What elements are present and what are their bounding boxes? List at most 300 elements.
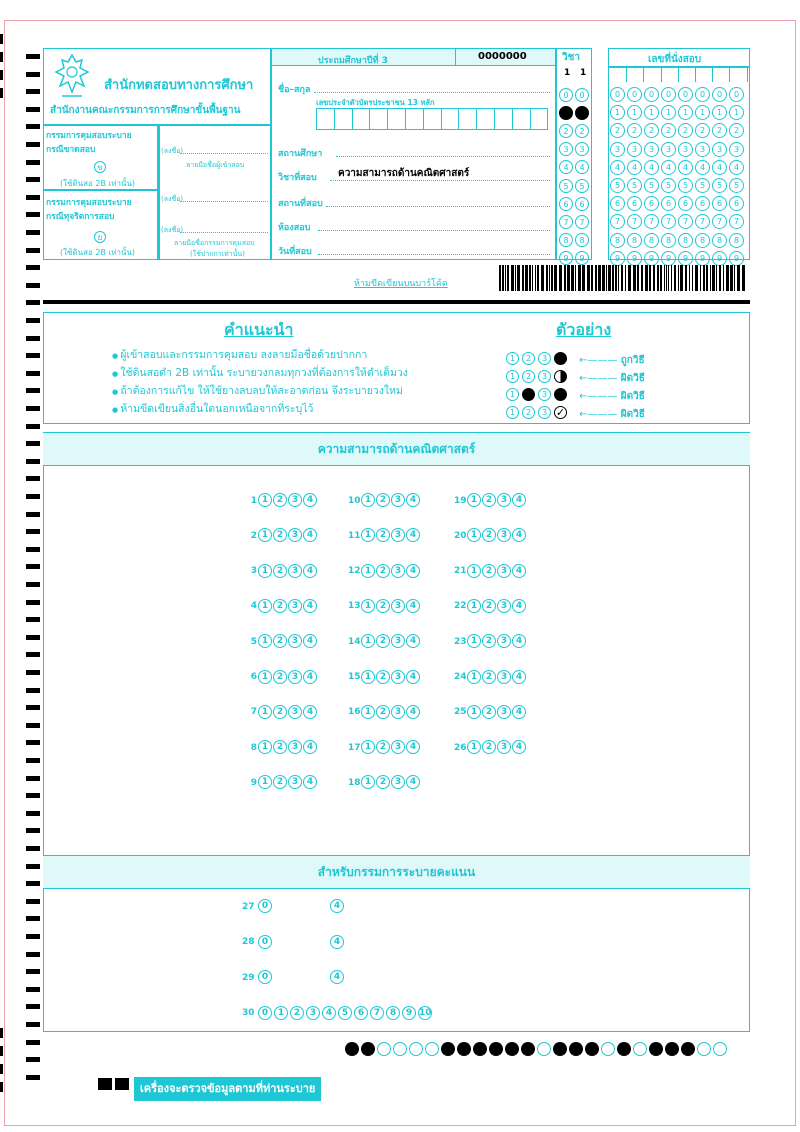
answer-bubble[interactable]: 3 [497,634,511,648]
answer-bubble[interactable]: 2 [559,124,573,138]
question-number: 17 [348,742,361,753]
answer-bubble[interactable]: 3 [497,564,511,578]
answer-bubble[interactable]: 0 [258,899,272,913]
id-digit-box[interactable] [495,109,513,129]
answer-bubble[interactable]: 2 [376,528,390,542]
answer-bubble[interactable]: 7 [678,214,693,229]
answer-bubble[interactable]: 3 [627,142,642,157]
timing-mark [26,459,40,464]
example-bubble: 3 [538,388,551,401]
answer-bubble[interactable]: 3 [288,528,302,542]
answer-bubble[interactable]: 3 [497,740,511,754]
answer-bubble[interactable]: 3 [391,634,405,648]
answer-bubble[interactable]: 6 [678,196,693,211]
answer-bubble[interactable]: 3 [497,493,511,507]
answer-bubble[interactable]: 9 [610,251,625,266]
instruction-text: ถ้าต้องการแก้ไข ให้ใช้ยางลบลบให้สะอาดก่อน จึงระบายวงใหม่ [120,385,403,397]
answer-bubble[interactable]: 3 [288,564,302,578]
answer-bubble[interactable]: 3 [559,142,573,156]
answer-bubble[interactable]: 4 [406,670,420,684]
seat-write-cell[interactable] [627,67,644,82]
answer-bubble[interactable]: 1 [258,493,272,507]
answer-bubble[interactable]: 2 [482,740,496,754]
answer-bubble[interactable]: 2 [273,740,287,754]
answer-bubble[interactable]: 1 [258,528,272,542]
answer-bubble[interactable]: 0 [575,88,589,102]
answer-bubble[interactable]: 4 [512,670,526,684]
answer-bubble[interactable]: 2 [482,493,496,507]
answer-bubble[interactable]: 4 [512,705,526,719]
timing-mark [26,107,40,112]
answer-bubble[interactable]: 0 [661,87,676,102]
seat-write-cell[interactable] [730,67,747,82]
answer-bubble[interactable]: 1 [695,105,710,120]
barcode-bar [625,265,626,291]
answer-bubble[interactable]: 0 [627,87,642,102]
answer-bubble[interactable]: 1 [467,634,481,648]
timing-mark [26,424,40,429]
answer-bubble[interactable]: 4 [512,493,526,507]
answer-bubble[interactable]: 2 [273,599,287,613]
answer-bubble[interactable]: 3 [391,564,405,578]
answer-bubble[interactable]: 5 [575,179,589,193]
answer-bubble[interactable]: 1 [361,528,375,542]
answer-bubble[interactable]: 4 [303,775,317,789]
answer-bubble[interactable]: 3 [497,670,511,684]
id-digit-box[interactable] [388,109,406,129]
id-digit-box[interactable] [335,109,353,129]
id-digit-box[interactable] [459,109,477,129]
timing-dot [665,1042,679,1056]
answer-bubble[interactable]: 3 [391,493,405,507]
seat-write-cell[interactable] [679,67,696,82]
answer-bubble[interactable]: 1 [559,106,573,120]
answer-bubble[interactable]: 3 [288,493,302,507]
answer-bubble[interactable]: 9 [402,1006,416,1020]
answer-bubble[interactable]: 1 [467,564,481,578]
answer-bubble[interactable]: 2 [273,705,287,719]
timing-mark [26,177,40,182]
answer-bubble[interactable]: 1 [729,105,744,120]
answer-bubble[interactable]: 2 [376,705,390,719]
answer-bubble[interactable]: 8 [661,233,676,248]
answer-bubble[interactable]: 3 [497,599,511,613]
answer-bubble[interactable]: 5 [729,178,744,193]
barcode-bar [546,265,548,291]
emblem-icon [52,52,92,100]
id-digit-box[interactable] [477,109,495,129]
timing-mark [26,705,40,710]
answer-bubble[interactable]: 1 [361,493,375,507]
id-digit-box[interactable] [406,109,424,129]
answer-bubble[interactable]: 4 [575,160,589,174]
answer-bubble[interactable]: 8 [627,233,642,248]
answer-bubble[interactable]: 5 [712,178,727,193]
answer-bubble[interactable]: 2 [482,599,496,613]
answer-bubble[interactable]: 4 [661,160,676,175]
timing-mark [26,811,40,816]
answer-bubble[interactable]: 1 [258,599,272,613]
timing-mark [26,652,40,657]
answer-bubble[interactable]: 4 [512,634,526,648]
answer-bubble[interactable]: 5 [678,178,693,193]
answer-bubble[interactable]: 4 [729,160,744,175]
id-digit-box[interactable] [442,109,460,129]
answer-bubble[interactable]: 0 [729,87,744,102]
answer-bubble[interactable]: 1 [575,106,589,120]
answer-bubble[interactable]: 9 [644,251,659,266]
answer-bubble[interactable]: 3 [391,705,405,719]
timing-dot [489,1042,503,1056]
answer-bubble[interactable]: 7 [695,214,710,229]
answer-bubble[interactable]: 1 [627,105,642,120]
answer-bubble[interactable]: 9 [678,251,693,266]
answer-bubble[interactable]: 1 [361,705,375,719]
answer-bubble[interactable]: 7 [370,1006,384,1020]
answer-bubble[interactable]: 4 [303,599,317,613]
answer-bubble[interactable]: 2 [678,123,693,138]
id-digit-box[interactable] [370,109,388,129]
answer-bubble[interactable]: 9 [712,251,727,266]
answer-bubble[interactable]: 2 [482,670,496,684]
answer-bubble[interactable]: 1 [467,528,481,542]
answer-bubble[interactable]: 5 [559,179,573,193]
answer-bubble[interactable]: 1 [361,599,375,613]
example-row [506,348,645,368]
answer-bubble[interactable]: 2 [482,634,496,648]
answer-bubble[interactable]: 3 [288,775,302,789]
answer-bubble[interactable]: 4 [627,160,642,175]
answer-bubble[interactable]: 0 [559,88,573,102]
question-row [245,634,318,648]
answer-bubble[interactable]: 1 [258,670,272,684]
id-boxes[interactable] [316,108,548,130]
barcode-bar [742,265,745,291]
answer-bubble[interactable]: 1 [644,105,659,120]
timing-dot [553,1042,567,1056]
answer-bubble[interactable]: 3 [644,142,659,157]
answer-bubble[interactable]: 6 [575,197,589,211]
answer-bubble[interactable]: 9 [729,251,744,266]
answer-bubble[interactable]: 1 [361,670,375,684]
answer-bubble[interactable]: 2 [376,740,390,754]
answer-bubble[interactable]: 3 [288,670,302,684]
answer-bubble[interactable]: 8 [712,233,727,248]
seat-number-row [610,120,746,139]
answer-bubble[interactable]: 4 [559,160,573,174]
answer-bubble[interactable]: 8 [644,233,659,248]
answer-bubble[interactable]: 1 [361,564,375,578]
id-digit-box[interactable] [513,109,531,129]
answer-bubble[interactable]: 7 [627,214,642,229]
answer-bubble[interactable]: 0 [695,87,710,102]
timing-dot [601,1042,615,1056]
answer-bubble[interactable]: 2 [695,123,710,138]
barcode-bar [716,265,717,291]
answer-bubble[interactable]: 7 [729,214,744,229]
answer-bubble[interactable]: 7 [575,215,589,229]
answer-bubble[interactable]: 4 [678,160,693,175]
subject-code-row [559,193,591,212]
answer-bubble[interactable]: 5 [644,178,659,193]
answer-bubble[interactable]: 1 [678,105,693,120]
answer-bubble[interactable]: 2 [575,124,589,138]
barcode-bar [666,265,667,291]
barcode-bar [723,265,724,291]
timing-dot [569,1042,583,1056]
instruction-text: ผู้เข้าสอบและกรรมการคุมสอบ ลงลายมือชื่อด้วยปากกา [120,349,368,361]
answer-bubble[interactable]: 9 [661,251,676,266]
answer-bubble[interactable]: 3 [712,142,727,157]
answer-bubble[interactable]: 2 [644,123,659,138]
answer-bubble[interactable]: 6 [627,196,642,211]
timing-mark [26,336,40,341]
id-digit-box[interactable] [353,109,371,129]
seat-write-cell[interactable] [644,67,661,82]
answer-bubble[interactable]: 4 [303,670,317,684]
timing-mark [26,318,40,323]
answer-bubble[interactable]: 2 [376,493,390,507]
answer-bubble[interactable]: 6 [729,196,744,211]
answer-bubble[interactable]: 1 [610,105,625,120]
answer-bubble[interactable]: 6 [354,1006,368,1020]
answer-bubble[interactable]: 5 [661,178,676,193]
answer-bubble[interactable]: 4 [303,634,317,648]
answer-bubble[interactable]: 7 [661,214,676,229]
answer-bubble[interactable]: 2 [376,634,390,648]
arrow-left-icon: ←——— [576,391,621,402]
answer-bubble[interactable]: 0 [258,970,272,984]
question-number: 15 [348,672,361,682]
answer-bubble[interactable]: 0 [678,87,693,102]
bullet-icon: ● [112,388,121,396]
answer-bubble[interactable]: 3 [575,142,589,156]
answer-bubble[interactable]: 5 [338,1006,352,1020]
answer-bubble[interactable]: 4 [406,528,420,542]
answer-bubble[interactable]: 3 [391,740,405,754]
id-digit-box[interactable] [317,109,335,129]
answer-bubble[interactable]: 1 [467,599,481,613]
answer-bubble[interactable]: 1 [361,775,375,789]
answer-bubble[interactable]: 8 [575,233,589,247]
answer-bubble[interactable]: 0 [258,935,272,949]
answer-bubble[interactable]: 2 [273,670,287,684]
answer-bubble[interactable]: 2 [273,775,287,789]
answer-bubble[interactable]: 8 [695,233,710,248]
answer-bubble[interactable]: 4 [303,705,317,719]
answer-bubble[interactable]: 6 [661,196,676,211]
answer-bubble[interactable]: 3 [391,670,405,684]
answer-bubble[interactable]: 0 [644,87,659,102]
answer-bubble[interactable]: 2 [482,564,496,578]
answer-bubble[interactable]: 6 [559,197,573,211]
question-number: 14 [348,636,361,647]
seat-number-row [610,193,746,212]
answer-bubble[interactable]: 1 [258,705,272,719]
barcode-bar [637,265,639,291]
answer-bubble[interactable]: 4 [406,705,420,719]
answer-bubble[interactable]: 2 [729,123,744,138]
answer-bubble[interactable]: 3 [610,142,625,157]
answer-bubble[interactable]: 4 [712,160,727,175]
answer-bubble[interactable]: 4 [303,493,317,507]
answer-bubble[interactable]: 4 [512,740,526,754]
timing-mark [26,846,40,851]
answer-bubble[interactable]: 3 [729,142,744,157]
answer-bubble[interactable]: 1 [361,634,375,648]
answer-bubble[interactable]: 2 [376,564,390,578]
answer-bubble[interactable]: 4 [406,599,420,613]
timing-mark [26,195,40,200]
answer-bubble[interactable]: 4 [303,528,317,542]
answer-bubble[interactable]: 7 [559,215,573,229]
seat-write-cell[interactable] [610,67,627,82]
answer-bubble[interactable]: 1 [712,105,727,120]
answer-bubble[interactable]: 2 [376,670,390,684]
barcode-bar [582,265,585,291]
name-line [314,92,550,93]
answer-bubble[interactable]: 2 [376,599,390,613]
answer-bubble[interactable]: 5 [695,178,710,193]
answer-bubble[interactable]: 1 [258,634,272,648]
answer-bubble[interactable]: 2 [610,123,625,138]
answer-bubble[interactable]: 4 [330,935,344,949]
answer-bubble[interactable]: 7 [610,214,625,229]
question-row [245,670,318,684]
answer-bubble[interactable]: 2 [273,493,287,507]
answer-bubble[interactable]: 1 [467,493,481,507]
answer-bubble[interactable]: 8 [729,233,744,248]
question-row [348,740,421,754]
answer-bubble[interactable]: 4 [512,528,526,542]
answer-bubble[interactable]: 3 [288,634,302,648]
answer-bubble[interactable]: 8 [386,1006,400,1020]
barcode-bar [564,265,566,291]
barcode-bar [575,265,576,291]
answer-bubble[interactable]: 1 [258,740,272,754]
answer-bubble[interactable]: 4 [644,160,659,175]
answer-bubble[interactable]: 4 [512,599,526,613]
question-number: 19 [454,495,467,506]
answer-bubble[interactable]: 1 [467,705,481,719]
answer-bubble[interactable]: 3 [678,142,693,157]
answer-bubble[interactable]: 3 [288,740,302,754]
answer-bubble[interactable]: 7 [644,214,659,229]
answer-bubble[interactable]: 7 [712,214,727,229]
answer-bubble[interactable]: 8 [559,233,573,247]
answer-bubble[interactable]: 1 [274,1006,288,1020]
answer-bubble[interactable]: 0 [258,1006,272,1020]
barcode-bar [595,265,597,291]
seat-write-cell[interactable] [662,67,679,82]
answer-bubble[interactable]: 10 [419,1007,432,1018]
answer-bubble[interactable]: 4 [512,564,526,578]
timing-mark [26,388,40,393]
answer-bubble[interactable]: 3 [661,142,676,157]
question-row [245,775,318,789]
answer-bubble[interactable]: 6 [644,196,659,211]
question-row [454,493,527,507]
answer-bubble[interactable]: 8 [678,233,693,248]
answer-bubble[interactable]: 2 [290,1006,304,1020]
answer-bubble[interactable]: 8 [610,233,625,248]
answer-bubble[interactable]: 1 [661,105,676,120]
answer-bubble[interactable]: 4 [406,740,420,754]
answer-bubble[interactable]: 2 [376,775,390,789]
seat-write-cell[interactable] [696,67,713,82]
answer-bubble[interactable]: 6 [712,196,727,211]
answer-bubble[interactable]: 2 [627,123,642,138]
answer-bubble[interactable]: 1 [361,740,375,754]
answer-bubble[interactable]: 4 [322,1006,336,1020]
answer-bubble[interactable]: 3 [391,528,405,542]
barcode-bar [730,265,733,291]
answer-bubble[interactable]: 2 [273,528,287,542]
answer-bubble[interactable]: 2 [482,528,496,542]
answer-bubble[interactable]: 4 [330,899,344,913]
answer-bubble[interactable]: 3 [288,599,302,613]
question-row [454,528,527,542]
timing-mark [26,529,40,534]
answer-bubble[interactable]: 0 [712,87,727,102]
question-number: 20 [454,530,467,541]
answer-bubble[interactable]: 9 [627,251,642,266]
answer-bubble[interactable]: 9 [695,251,710,266]
answer-bubble[interactable]: 4 [406,775,420,789]
timing-mark [26,476,40,481]
answer-bubble[interactable]: 4 [610,160,625,175]
answer-bubble[interactable]: 5 [627,178,642,193]
answer-bubble[interactable]: 1 [258,775,272,789]
answer-bubble[interactable]: 0 [610,87,625,102]
answer-bubble[interactable]: 3 [391,775,405,789]
answer-bubble[interactable]: 2 [482,705,496,719]
answer-bubble[interactable]: 2 [273,564,287,578]
answer-bubble[interactable]: 6 [610,196,625,211]
answer-bubble[interactable]: 3 [497,705,511,719]
answer-bubble[interactable]: 4 [695,160,710,175]
sign-column-divider [158,124,160,260]
answer-bubble[interactable]: 1 [467,740,481,754]
answer-bubble[interactable]: 3 [306,1006,320,1020]
answer-bubble[interactable]: 4 [406,564,420,578]
answer-bubble[interactable]: 3 [497,528,511,542]
answer-bubble[interactable]: 2 [273,634,287,648]
answer-bubble[interactable]: 6 [695,196,710,211]
id-digit-box[interactable] [531,109,549,129]
answer-bubble[interactable]: 3 [695,142,710,157]
answer-bubble[interactable]: 9 [559,251,573,265]
id-digit-box[interactable] [424,109,442,129]
answer-bubble[interactable]: 4 [406,634,420,648]
answer-bubble[interactable]: 4 [406,493,420,507]
answer-bubble[interactable]: 4 [303,564,317,578]
subject-label: วิชาที่สอบ [278,173,317,183]
answer-bubble[interactable]: 4 [303,740,317,754]
answer-bubble[interactable]: 1 [258,564,272,578]
answer-bubble[interactable]: 3 [288,705,302,719]
answer-bubble[interactable]: 1 [467,670,481,684]
answer-bubble[interactable]: 5 [610,178,625,193]
answer-bubble[interactable]: 2 [712,123,727,138]
seat-write-cell[interactable] [713,67,730,82]
answer-bubble[interactable]: 9 [575,251,589,265]
question-number: 16 [348,707,361,718]
barcode-bar [628,265,631,291]
answer-bubble[interactable]: 3 [391,599,405,613]
answer-bubble[interactable]: 2 [661,123,676,138]
answer-bubble[interactable]: 4 [330,970,344,984]
